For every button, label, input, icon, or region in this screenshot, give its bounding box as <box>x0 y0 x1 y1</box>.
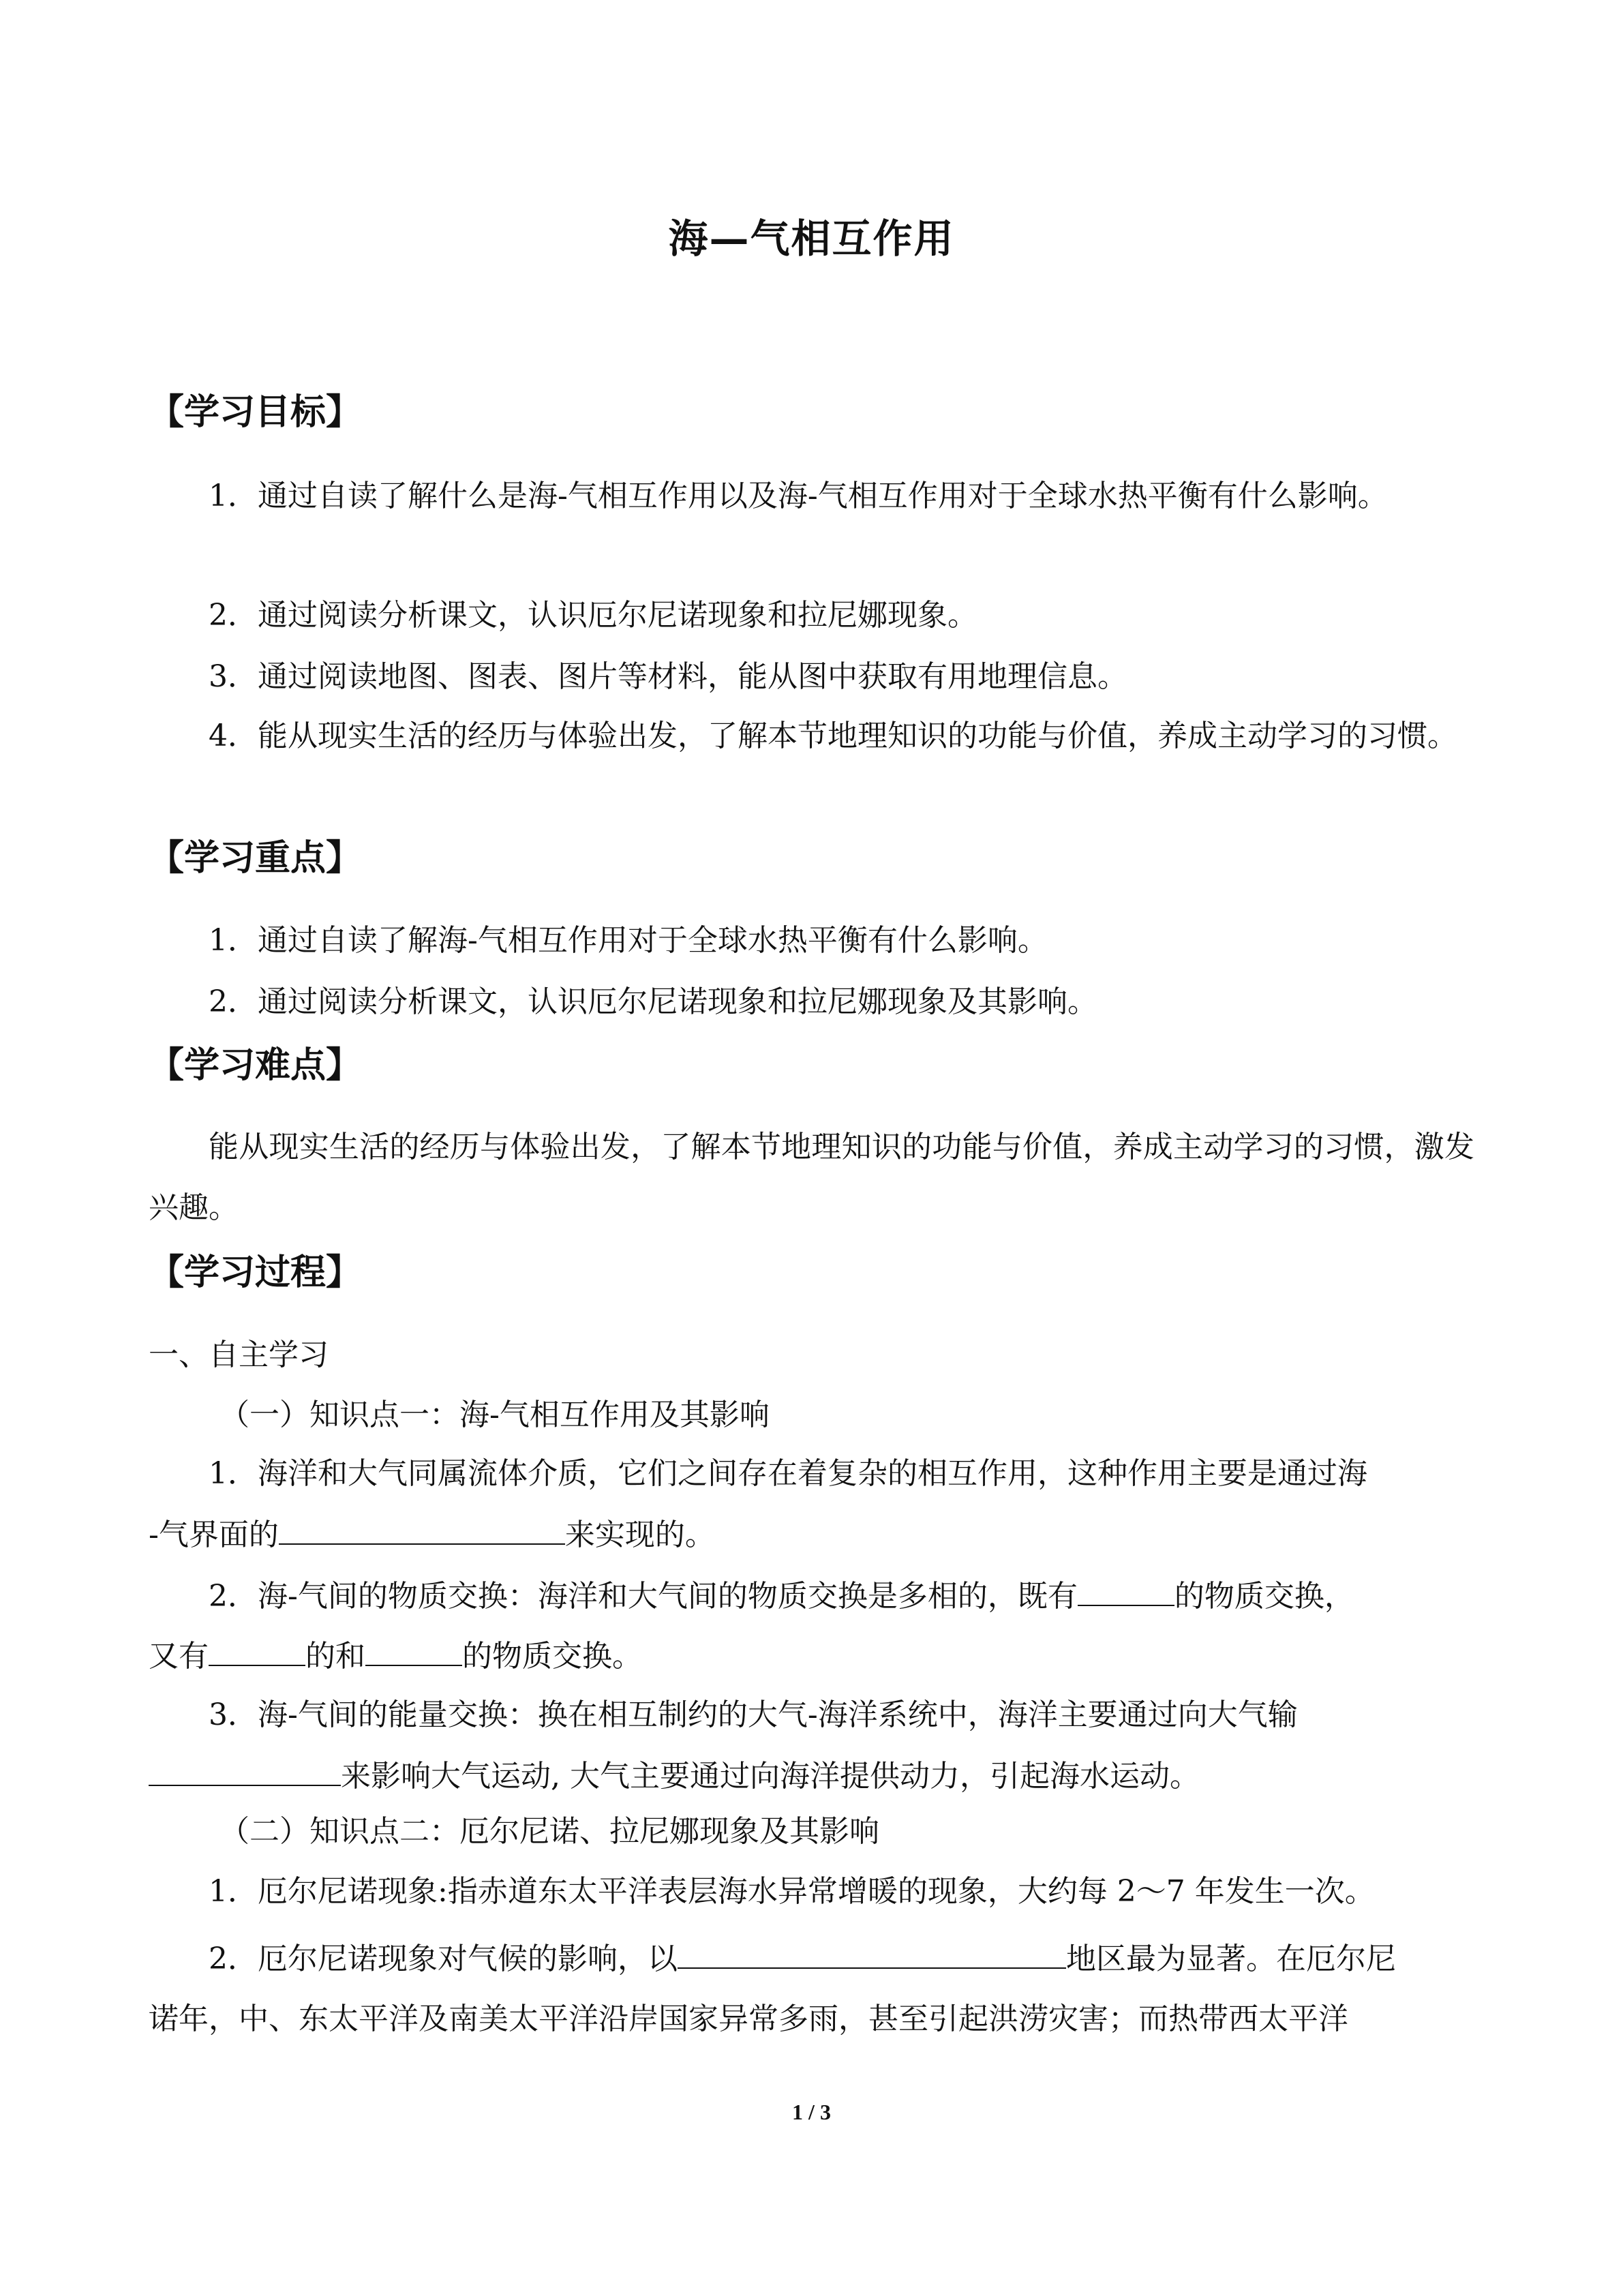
fill-blank-5[interactable] <box>149 1755 341 1786</box>
heading-focus: 【学习重点】 <box>149 838 362 879</box>
fill-blank-1[interactable] <box>279 1513 565 1545</box>
question-5-suffix: 地区最为显著。在厄尔尼 <box>1066 1942 1396 1976</box>
fill-blank-3[interactable] <box>209 1635 305 1666</box>
question-2-text-e: 的物质交换。 <box>462 1639 642 1674</box>
question-2-text-b: 的物质交换， <box>1174 1579 1354 1614</box>
page-title: 海—气相互作用 <box>668 215 955 262</box>
difficulty-text: 能从现实生活的经历与体验出发，了解本节地理知识的功能与价值，养成主动学习的习惯，激发兴趣。 <box>149 1130 1474 1225</box>
fill-blank-4[interactable] <box>365 1635 462 1666</box>
focus-item-1: 1．通过自读了解海-气相互作用对于全球水热平衡有什么影响。 <box>209 923 1048 958</box>
question-1-suffix: 来实现的。 <box>564 1517 715 1552</box>
question-5-line1 <box>209 1937 1396 1980</box>
knowledge-point-2: （二）知识点二：厄尔尼诺、拉尼娜现象及其影响 <box>219 1814 879 1849</box>
question-4: 1．厄尔尼诺现象:指赤道东太平洋表层海水异常增暖的现象，大约每 2～7 年发生一次。 <box>209 1874 1375 1909</box>
question-3-line2 <box>149 1755 1200 1797</box>
heading-process: 【学习过程】 <box>149 1252 362 1293</box>
goal-item-4: 4．能从现实生活的经历与体验出发，了解本节地理知识的功能与价值，养成主动学习的习惯。 <box>209 719 1457 753</box>
focus-item-2: 2．通过阅读分析课文，认识厄尔尼诺现象和拉尼娜现象及其影响。 <box>209 984 1097 1019</box>
question-3-suffix: 来影响大气运动, 大气主要通过向海洋提供动力，引起海水运动。 <box>341 1759 1200 1794</box>
question-2-line1 <box>209 1575 1354 1617</box>
question-2-text-d: 的和 <box>305 1639 365 1674</box>
fill-blank-6[interactable] <box>678 1937 1066 1969</box>
question-1-prefix: -气界面的 <box>149 1517 279 1552</box>
knowledge-point-1: （一）知识点一：海-气相互作用及其影响 <box>219 1398 770 1432</box>
part1-title: 一、自主学习 <box>149 1338 329 1372</box>
goal-item-2: 2．通过阅读分析课文，认识厄尔尼诺现象和拉尼娜现象。 <box>209 598 977 633</box>
question-2-line2 <box>149 1635 642 1677</box>
question-1-line2 <box>149 1513 715 1556</box>
question-1-line1: 1．海洋和大气同属流体介质，它们之间存在着复杂的相互作用，这种作用主要是通过海 <box>209 1456 1367 1491</box>
question-2-text-c: 又有 <box>149 1639 209 1674</box>
question-2-text-a: 2．海-气间的物质交换：海洋和大气间的物质交换是多相的，既有 <box>209 1579 1078 1614</box>
question-3-line1: 3．海-气间的能量交换：换在相互制约的大气-海洋系统中，海洋主要通过向大气输 <box>209 1697 1298 1732</box>
heading-difficulty: 【学习难点】 <box>149 1045 362 1086</box>
goal-item-3: 3．通过阅读地图、图表、图片等材料，能从图中获取有用地理信息。 <box>209 659 1127 694</box>
heading-goals: 【学习目标】 <box>149 392 362 433</box>
question-5-line2: 诺年，中、东太平洋及南美太平洋沿岸国家异常多雨，甚至引起洪涝灾害；而热带西太平洋 <box>149 2002 1348 2036</box>
fill-blank-2[interactable] <box>1078 1575 1174 1606</box>
page-number: 1 / 3 <box>792 2100 831 2124</box>
goal-item-1: 1．通过自读了解什么是海-气相互作用以及海-气相互作用对于全球水热平衡有什么影响。 <box>209 479 1388 513</box>
question-5-prefix: 2．厄尔尼诺现象对气候的影响，以 <box>209 1942 678 1976</box>
